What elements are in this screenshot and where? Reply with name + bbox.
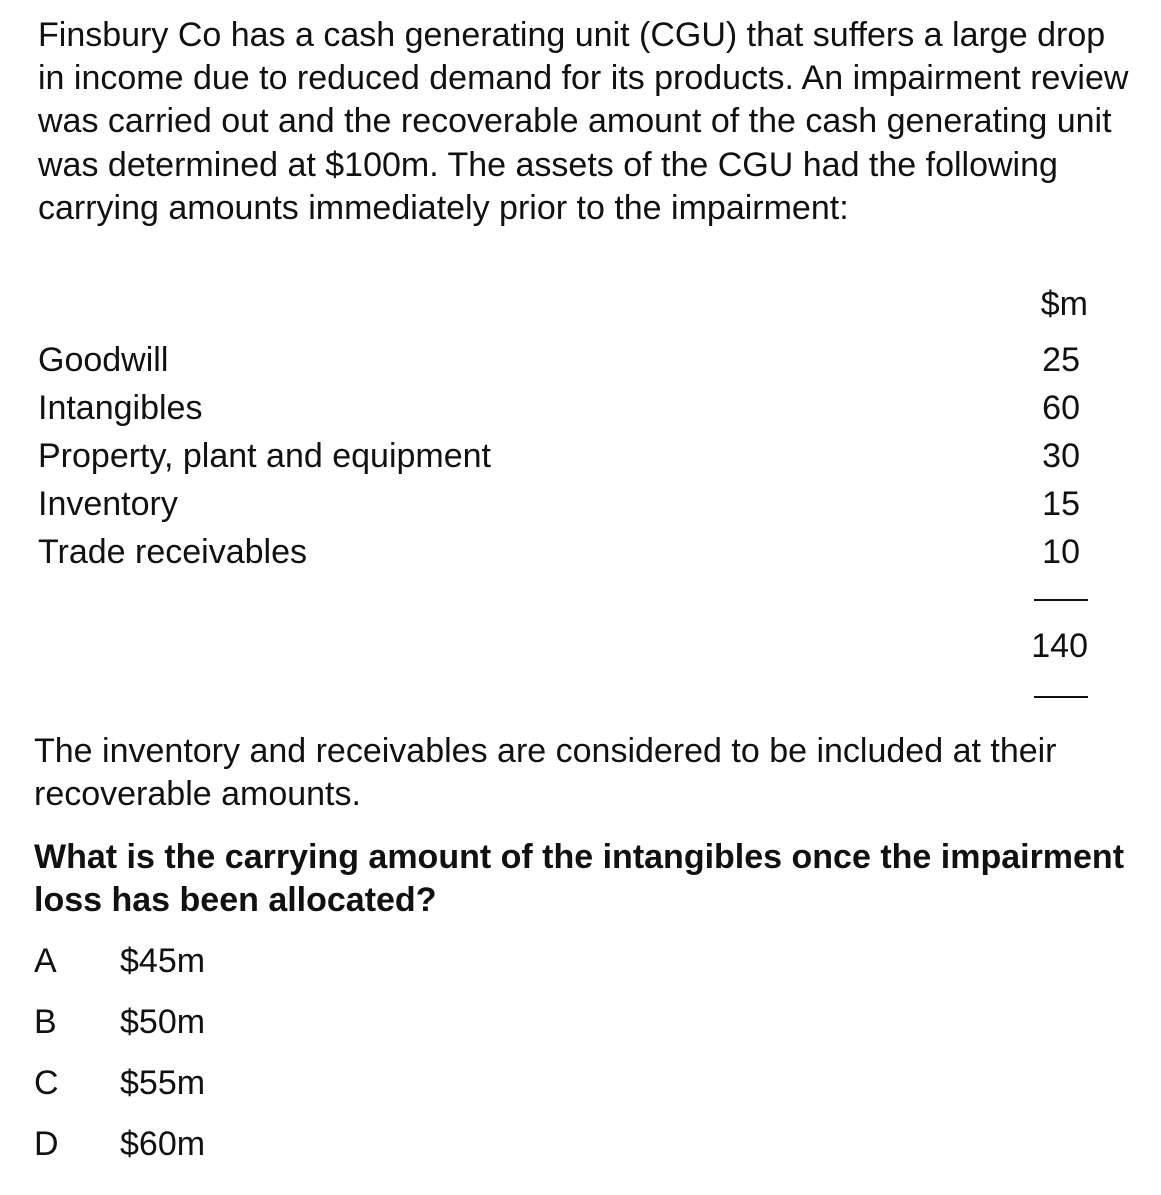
table-row-inventory xyxy=(38,480,1088,528)
option-value: $50m xyxy=(120,1003,206,1041)
row-label: Intangibles xyxy=(38,389,203,427)
row-label: Goodwill xyxy=(38,341,169,379)
asset-table xyxy=(38,282,1088,712)
option-value: $45m xyxy=(120,942,206,980)
table-row-goodwill xyxy=(38,336,1088,384)
table-row-ppe xyxy=(38,432,1088,480)
unit-header: $m xyxy=(1040,285,1088,323)
row-amount: 60 xyxy=(1042,389,1080,427)
option-value: $55m xyxy=(120,1064,206,1102)
row-label: Trade receivables xyxy=(38,533,307,571)
option-d[interactable] xyxy=(34,1119,434,1169)
row-amount: 15 xyxy=(1042,485,1080,523)
row-label: Inventory xyxy=(38,485,178,523)
option-letter: C xyxy=(34,1064,59,1102)
question-text: What is the carrying amount of the intangibles once the impairment loss has been allocated? xyxy=(34,838,1125,919)
table-row-trade-receivables xyxy=(38,528,1088,576)
option-letter: A xyxy=(34,942,57,980)
option-value: $60m xyxy=(120,1125,206,1163)
note-text: The inventory and receivables are considered to be included at their recoverable amounts. xyxy=(34,732,1057,813)
row-amount: 10 xyxy=(1042,533,1080,571)
option-letter: B xyxy=(34,1003,57,1041)
option-c[interactable] xyxy=(34,1058,434,1108)
option-letter: D xyxy=(34,1125,59,1163)
row-label: Property, plant and equipment xyxy=(38,437,491,475)
total-rule xyxy=(1034,696,1088,698)
subtotal-rule xyxy=(1034,599,1088,601)
row-amount: 30 xyxy=(1042,437,1080,475)
option-b[interactable] xyxy=(34,997,434,1047)
total-amount: 140 xyxy=(1031,627,1088,665)
row-amount: 25 xyxy=(1042,341,1080,379)
table-row-intangibles xyxy=(38,384,1088,432)
option-a[interactable] xyxy=(34,936,434,986)
question-intro-text: Finsbury Co has a cash generating unit (CGU) that suffers a large drop in income due to reduced demand for its products. An impairment review was carried out and the recoverable amount of the cash generating unit was determined at $100m. The assets of the CGU had the following carrying amounts immediately prior to the impairment: xyxy=(38,16,1129,227)
